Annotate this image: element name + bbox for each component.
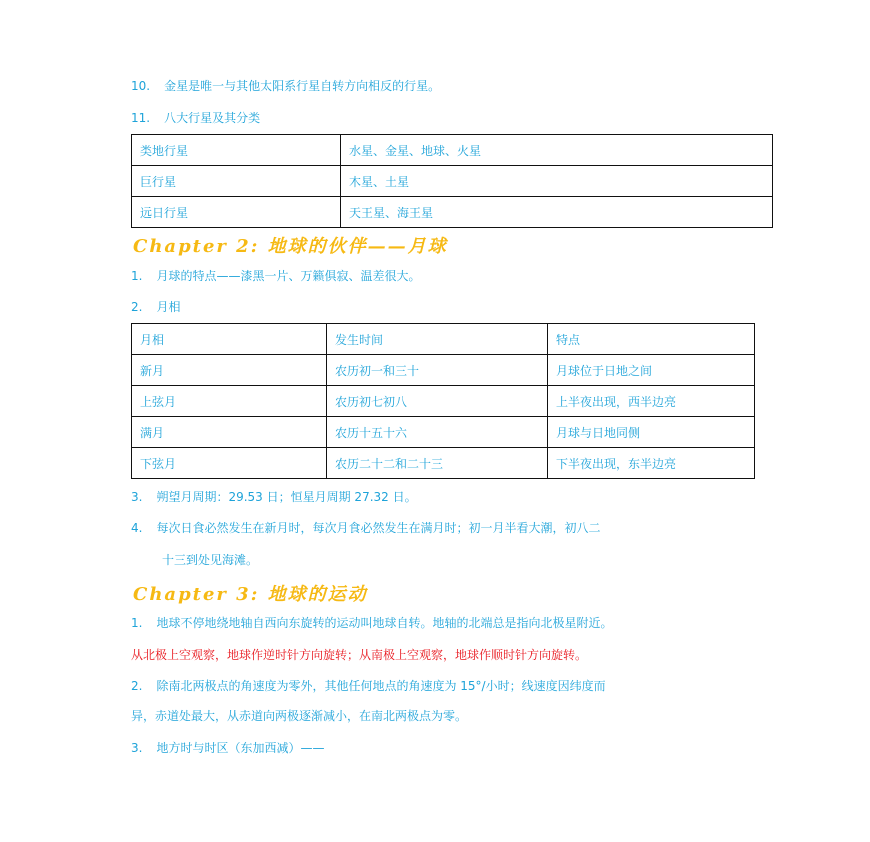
table-row: 下弦月 农历二十二和二十三 下半夜出现，东半边亮 xyxy=(132,448,755,479)
list-item: 1. 地球不停地绕地轴自西向东旋转的运动叫地球自转。地轴的北端总是指向北极星附近。 xyxy=(131,616,613,630)
table-row: 巨行星 木星、土星 xyxy=(132,166,773,197)
table-row: 远日行星 天王星、海王星 xyxy=(132,197,773,228)
table-row: 新月 农历初一和三十 月球位于日地之间 xyxy=(132,355,755,386)
list-item-continuation: 异，赤道处最大，从赤道向两极逐渐减小，在南北两极点为零。 xyxy=(131,709,468,723)
planet-table xyxy=(131,134,773,228)
chapter-2-heading: Chapter 2: 地球的伙伴——月球 xyxy=(133,236,448,257)
list-item: 1. 月球的特点——漆黑一片、万籁俱寂、温差很大。 xyxy=(131,269,421,283)
table-row: 满月 农历十五十六 月球与日地同侧 xyxy=(132,417,755,448)
list-item: 3. 地方时与时区（东加西减）—— xyxy=(131,741,325,755)
list-item: 11. 八大行星及其分类 xyxy=(131,111,261,125)
table-row: 类地行星 水星、金星、地球、火星 xyxy=(132,135,773,166)
list-item-continuation: 十三到处见海滩。 xyxy=(162,553,259,567)
list-item: 3. 朔望月周期：29.53 日；恒星月周期 27.32 日。 xyxy=(131,490,417,504)
table-header: 月相 发生时间 特点 xyxy=(132,324,755,355)
table-row: 上弦月 农历初七初八 上半夜出现，西半边亮 xyxy=(132,386,755,417)
list-item: 2. 除南北两极点的角速度为零外，其他任何地点的角速度为 15°/小时；线速度因纬度而 xyxy=(131,679,606,693)
list-item: 10. 金星是唯一与其他太阳系行星自转方向相反的行星。 xyxy=(131,79,441,93)
chapter-3-heading: Chapter 3: 地球的运动 xyxy=(133,584,368,605)
moon-phase-table xyxy=(131,323,755,479)
list-item: 4. 每次日食必然发生在新月时，每次月食必然发生在满月时；初一月半看大潮，初八二 xyxy=(131,521,601,535)
list-item: 2. 月相 xyxy=(131,300,181,314)
highlighted-note: 从北极上空观察，地球作逆时针方向旋转；从南极上空观察，地球作顺时针方向旋转。 xyxy=(131,648,588,662)
